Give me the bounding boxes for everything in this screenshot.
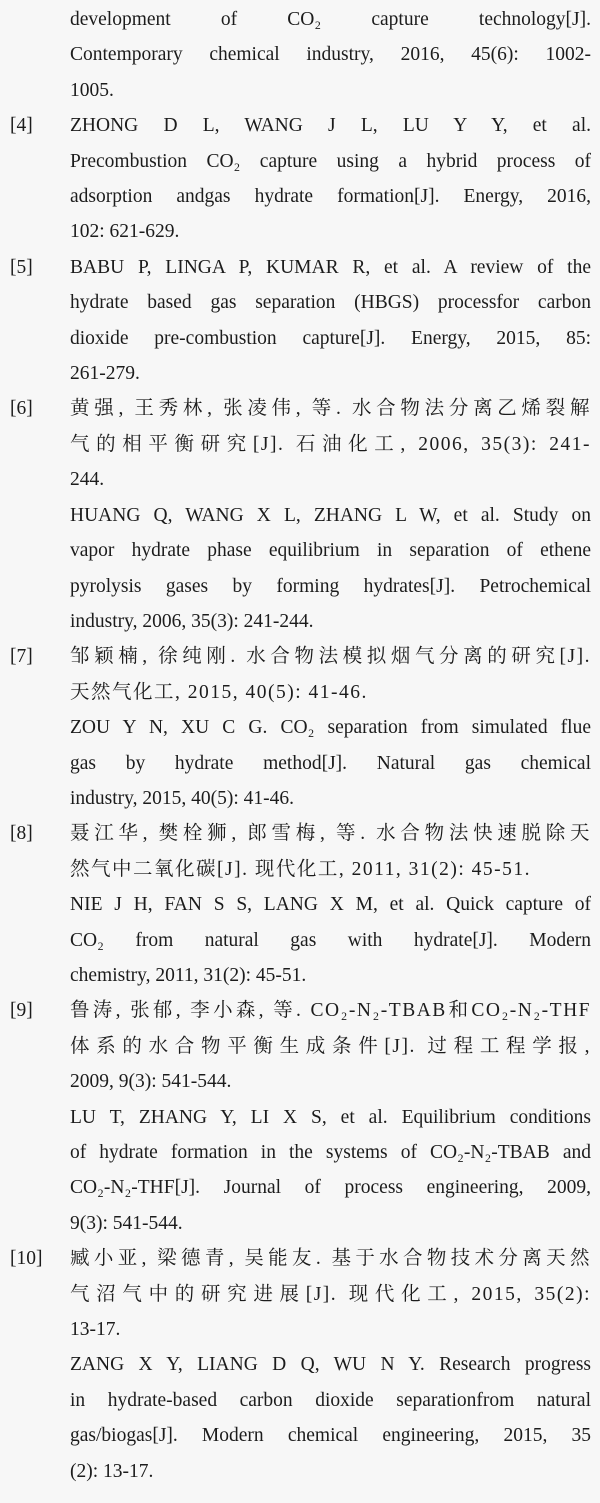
- reference-line: CO₂-N₂-THF[J]. Journal of process engineering, 2009,: [70, 1177, 591, 1199]
- reference-line: adsorption andgas hydrate formation[J]. Energy, 2016,: [70, 186, 591, 208]
- reference-entry: [0, 250, 600, 392]
- reference-line: 聂江华, 樊栓狮, 郎雪梅, 等. 水合物法快速脱除天: [70, 823, 591, 845]
- reference-line: (2): 13-17.: [70, 1460, 154, 1482]
- reference-line: 体系的水合物平衡生成条件[J]. 过程工程学报,: [70, 1035, 591, 1057]
- reference-entry: [0, 816, 600, 993]
- reference-entry: [0, 639, 600, 816]
- reference-number: [4]: [10, 115, 33, 137]
- reference-line: vapor hydrate phase equilibrium in separation of ethene: [70, 540, 591, 562]
- reference-line: ZHONG D L, WANG J L, LU Y Y, et al.: [70, 115, 591, 137]
- reference-line: 黄强, 王秀林, 张凌伟, 等. 水合物法分离乙烯裂解: [70, 398, 591, 420]
- reference-line: 244.: [70, 469, 105, 491]
- reference-line: 13-17.: [70, 1319, 121, 1341]
- reference-line: BABU P, LINGA P, KUMAR R, et al. A review of the: [70, 256, 591, 278]
- reference-line: 邹颖楠, 徐纯刚. 水合物法模拟烟气分离的研究[J].: [70, 646, 591, 668]
- reference-line: chemistry, 2011, 31(2): 45-51.: [70, 964, 307, 986]
- reference-entry: [0, 391, 600, 639]
- reference-line: 气的相平衡研究[J]. 石油化工, 2006, 35(3): 241-: [70, 433, 591, 455]
- reference-line: 然气中二氧化碳[J]. 现代化工, 2011, 31(2): 45-51.: [70, 858, 532, 880]
- reference-number: [6]: [10, 398, 33, 420]
- reference-line: hydrate based gas separation (HBGS) processfor carbon: [70, 292, 591, 314]
- reference-line: gas/biogas[J]. Modern chemical engineering, 2015, 35: [70, 1425, 591, 1447]
- reference-line: in hydrate-based carbon dioxide separationfrom natural: [70, 1389, 591, 1411]
- reference-number: [5]: [10, 256, 33, 278]
- reference-line: industry, 2006, 35(3): 241-244.: [70, 610, 314, 632]
- reference-line: Precombustion CO₂ capture using a hybrid process of: [70, 150, 591, 172]
- reference-line: Contemporary chemical industry, 2016, 45(6): 1002-: [70, 44, 591, 66]
- reference-line: development of CO₂ capture technology[J].: [70, 9, 591, 30]
- reference-line: 102: 621-629.: [70, 221, 180, 243]
- reference-line: HUANG Q, WANG X L, ZHANG L W, et al. Study on: [70, 504, 591, 526]
- reference-line: CO₂ from natural gas with hydrate[J]. Modern: [70, 929, 591, 951]
- reference-line: of hydrate formation in the systems of CO₂-N₂-TBAB and: [70, 1142, 591, 1163]
- reference-line: LU T, ZHANG Y, LI X S, et al. Equilibrium conditions: [70, 1106, 591, 1128]
- reference-line: 鲁涛, 张郁, 李小森, 等. CO₂-N₂-TBAB和CO₂-N₂-THF: [70, 1000, 591, 1022]
- reference-line: industry, 2015, 40(5): 41-46.: [70, 787, 295, 809]
- reference-line: ZOU Y N, XU C G. CO₂ separation from simulated flue: [70, 717, 591, 739]
- reference-entry: [0, 108, 600, 250]
- reference-entry: [0, 2, 600, 108]
- reference-line: 261-279.: [70, 363, 140, 385]
- reference-entry: [0, 1241, 600, 1489]
- reference-line: 臧小亚, 梁德青, 吴能友. 基于水合物技术分离天然: [70, 1248, 591, 1270]
- reference-number: [10]: [10, 1248, 43, 1270]
- reference-number: [9]: [10, 1000, 33, 1022]
- reference-line: 9(3): 541-544.: [70, 1212, 183, 1234]
- reference-line: 1005.: [70, 79, 114, 101]
- reference-number: [8]: [10, 823, 33, 845]
- reference-line: gas by hydrate method[J]. Natural gas chemical: [70, 752, 591, 774]
- reference-line: ZANG X Y, LIANG D Q, WU N Y. Research progress: [70, 1354, 591, 1376]
- reference-line: 天然气化工, 2015, 40(5): 41-46.: [70, 681, 368, 703]
- reference-line: 2009, 9(3): 541-544.: [70, 1071, 232, 1093]
- reference-line: dioxide pre-combustion capture[J]. Energy, 2015, 85:: [70, 327, 591, 349]
- reference-line: NIE J H, FAN S S, LANG X M, et al. Quick capture of: [70, 894, 591, 916]
- reference-number: [7]: [10, 646, 33, 668]
- reference-line: 气沼气中的研究进展[J]. 现代化工, 2015, 35(2):: [70, 1283, 591, 1305]
- reference-line: pyrolysis gases by forming hydrates[J]. Petrochemical: [70, 575, 591, 597]
- reference-entry: [0, 993, 600, 1241]
